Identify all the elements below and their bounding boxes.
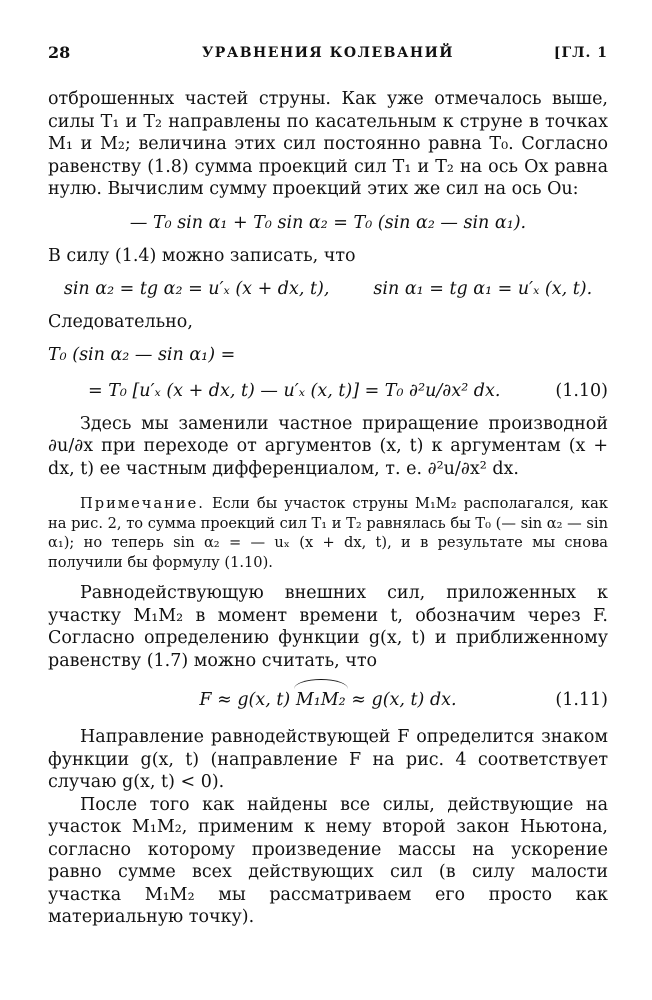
equation-number-1-11: (1.11) (555, 690, 608, 710)
equation-sin-alpha2: sin α₂ = tg α₂ = u′ₓ (x + dx, t), (63, 278, 330, 299)
note-label: Примечание. (80, 495, 205, 512)
arc-m1m2: M₁M₂ (296, 686, 346, 714)
page-header (48, 43, 608, 65)
equation-1-11 (48, 686, 608, 714)
equation-1-10-line2 (48, 377, 608, 405)
equation-sin-alpha1: sin α₁ = tg α₁ = u′ₓ (x, t). (373, 278, 593, 299)
chapter-label: [ГЛ. 1 (553, 45, 608, 61)
paragraph-7: После того как найдены все силы, действующие на участок M₁M₂, применим к нему второй закон Ньютона, согласно которому произведение массы на ускорение равно сумме всех действующих сил (в силу малости участка M₁M₂ мы рассматриваем его просто как материальную точку). (48, 794, 608, 927)
page-body (48, 88, 608, 929)
paragraph-6: Направление равнодействующей F определится знаком функции g(x, t) (направление F на рис. 4 соответствует случаю g(x, t) < 0). (48, 727, 608, 792)
paragraph-4: Здесь мы заменили частное приращение производной ∂u/∂x при переходе от аргументов (x, t) к аргументам (x + dx, t) ее частным дифференциалом, т. е. ∂²u/∂x² dx. (48, 413, 608, 479)
equation-1-10-line1: T₀ (sin α₂ — sin α₁) = (48, 344, 236, 365)
equation-number-1-10: (1.10) (555, 380, 608, 401)
paragraph-1: отброшенных частей струны. Как уже отмечалось выше, силы T₁ и T₂ направлены по касательным к струне в точках M₁ и M₂; величина этих сил постоянно равна T₀. Согласно равенству (1.8) сумма проекций сил T₁ и T₂ на ось Ox равна нулю. Вычислим сумму проекций этих же сил на ось Ou: (48, 89, 608, 199)
paragraph-5: Равнодействующую внешних сил, приложенных к участку M₁M₂ в момент времени t, обозначим через F. Согласно определению функции g(x, t) и приближенному равенству (1.7) можно считать, что (48, 583, 608, 671)
equation-1-11-right: ≈ g(x, t) dx. (351, 690, 457, 710)
note (48, 494, 608, 572)
equation-projection-sum: — T₀ sin α₁ + T₀ sin α₂ = T₀ (sin α₂ — sin α₁). (129, 212, 527, 233)
equation-sine-tangent (48, 277, 608, 301)
paragraph-3: Следовательно, (48, 311, 193, 332)
equation-1-10-body: = T₀ [u′ₓ (x + dx, t) — u′ₓ (x, t)] = T₀ ∂²u/∂x² dx. (88, 380, 501, 401)
note-text: Если бы участок струны M₁M₂ располагался, как на рис. 2, то сумма проекций сил T₁ и T₂ равнялась бы T₀ (— sin α₂ — sin α₁); но теперь sin α₂ = — uₓ (x + dx, t), и в результате мы снова получили бы формулу (1.10). (48, 495, 608, 571)
paragraph-2: В силу (1.4) можно записать, что (48, 245, 356, 266)
running-title: УРАВНЕНИЯ КОЛЕВАНИЙ (201, 45, 455, 61)
equation-1-11-left: F ≈ g(x, t) (199, 690, 291, 710)
page-number: 28 (48, 43, 71, 62)
